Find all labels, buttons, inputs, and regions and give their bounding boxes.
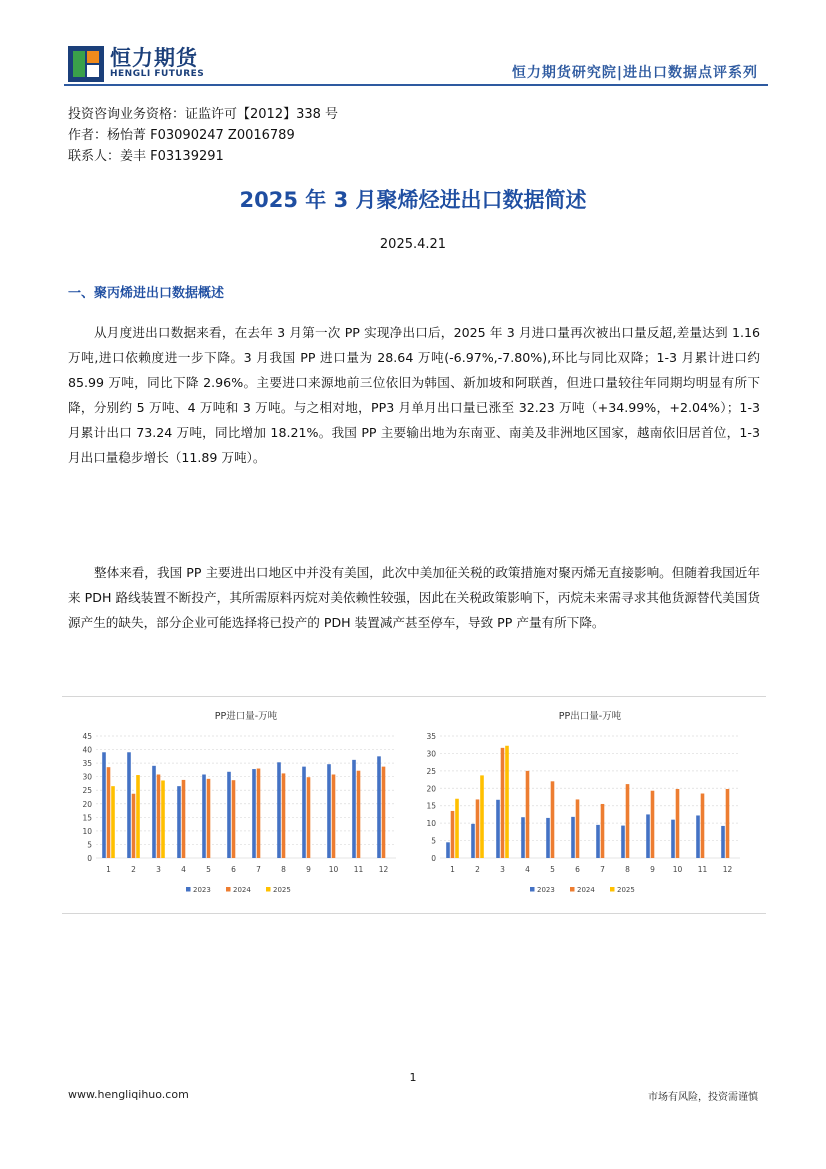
author-info	[68, 104, 338, 167]
bar-2023-10	[327, 764, 331, 858]
import-chart	[66, 700, 406, 910]
bar-2023-4	[521, 817, 525, 858]
bar-2023-12	[377, 756, 381, 858]
legend-swatch	[226, 887, 231, 892]
bar-2025-1	[111, 786, 115, 858]
bar-2023-10	[671, 820, 675, 858]
bar-2024-1	[107, 767, 111, 858]
x-tick-label: 1	[450, 865, 455, 874]
bar-2024-12	[726, 789, 730, 858]
bar-2025-3	[161, 780, 165, 858]
x-tick-label: 11	[697, 865, 708, 874]
x-tick-label: 4	[181, 865, 186, 874]
header-divider	[64, 84, 768, 86]
x-tick-label: 2	[131, 865, 136, 874]
bar-2025-2	[480, 775, 484, 858]
legend-swatch	[610, 887, 615, 892]
x-tick-label: 8	[625, 865, 630, 874]
bar-2025-3	[505, 746, 509, 858]
y-tick-label: 20	[82, 799, 92, 809]
legend-swatch	[530, 887, 535, 892]
legend-swatch	[266, 887, 271, 892]
company-logo	[68, 44, 218, 84]
legend-swatch	[570, 887, 575, 892]
legend-label: 2023	[537, 886, 555, 894]
footer-risk-notice: 市场有风险，投资需谨慎	[648, 1092, 758, 1103]
bar-2023-1	[102, 752, 106, 858]
x-tick-label: 5	[206, 865, 211, 874]
bar-2024-4	[526, 771, 530, 858]
bar-2023-9	[302, 767, 306, 858]
bar-2023-3	[496, 800, 500, 858]
bar-2024-1	[451, 811, 455, 858]
bar-2024-11	[701, 794, 705, 858]
x-tick-label: 11	[353, 865, 364, 874]
y-tick-label: 35	[82, 759, 92, 769]
bar-2023-7	[596, 825, 600, 858]
x-tick-label: 10	[672, 865, 683, 874]
import-chart-svg	[66, 700, 406, 910]
bar-2023-8	[621, 826, 625, 858]
bar-2024-9	[651, 791, 655, 858]
bar-2023-5	[202, 774, 206, 858]
y-tick-label: 10	[426, 819, 436, 829]
y-tick-label: 5	[87, 840, 92, 850]
bar-2023-12	[721, 826, 725, 858]
body-paragraph-1: 从月度进出口数据来看，在去年 3 月第一次 PP 实现净出口后，2025 年 3 月进口量再次被出口量反超,差量达到 1.16 万吨,进口依赖度进一步下降。3 月我国 PP 进口量为 28.64 万吨(-6.97%,-7.80%),环比与同比双降；1-3 月累计进口约 85.99 万吨，同比下降 2.96%。主要进口来源地前三位依旧为韩国、新加坡和阿联酋，但进口量较往年同期均明显有所下降，分别约 5 万吨、4 万吨和 3 万吨。与之相对地，PP3 月单月出口量已涨至 32.23 万吨（+34.99%，+2.04%）；1-3 月累计出口 73.24 万吨，同比增加 18.21%。我国 PP 主要输出地为东南亚、南美及非洲地区国家，越南依旧居首位，1-3 月出口量稳步增长（11.89 万吨）。	[68, 325, 760, 465]
document-title: 2025 年 3 月聚烯烃进出口数据简述	[239, 188, 587, 212]
y-tick-label: 40	[82, 745, 92, 755]
bar-2023-11	[352, 760, 356, 858]
bar-2024-12	[382, 767, 386, 858]
bar-2024-3	[501, 748, 505, 858]
y-tick-label: 45	[82, 732, 92, 741]
export-chart-svg	[410, 700, 750, 910]
x-tick-label: 7	[256, 865, 261, 874]
x-tick-label: 6	[231, 865, 236, 874]
bar-2024-10	[332, 774, 336, 858]
body-paragraph-2: 整体来看，我国 PP 主要进出口地区中并没有美国，此次中美加征关税的政策措施对聚丙烯无直接影响。但随着我国近年来 PDH 路线装置不断投产，其所需原料丙烷对美依赖性较强，因此在关税政策影响下，丙烷未来需寻求其他货源替代美国货源产生的缺失，部分企业可能选择将已投产的 PDH 装置减产甚至停车，导致 PP 产量有所下降。	[68, 565, 760, 630]
bar-2023-2	[127, 752, 131, 858]
contact-line: 联系人：姜丰 F03139291	[68, 149, 224, 164]
page-header	[0, 0, 826, 88]
legend-label: 2025	[273, 886, 291, 894]
x-tick-label: 3	[500, 865, 505, 874]
x-tick-label: 9	[650, 865, 655, 874]
y-tick-label: 30	[82, 772, 92, 782]
bar-2023-3	[152, 766, 156, 858]
x-tick-label: 2	[475, 865, 480, 874]
y-tick-label: 0	[431, 854, 436, 863]
x-tick-label: 8	[281, 865, 286, 874]
x-tick-label: 12	[378, 865, 389, 874]
logo-chinese-name: 恒力期货	[110, 46, 198, 70]
bar-2024-6	[232, 780, 236, 858]
y-tick-label: 35	[426, 732, 436, 741]
bar-2024-11	[357, 771, 361, 858]
bar-2024-6	[576, 799, 580, 858]
x-tick-label: 1	[106, 865, 111, 874]
bar-2023-2	[471, 824, 475, 858]
bar-2025-1	[455, 799, 459, 858]
export-chart	[410, 700, 750, 910]
chart-title: PP出口量-万吨	[558, 711, 622, 722]
logo-english-name: HENGLI FUTURES	[110, 69, 205, 79]
bar-2023-8	[277, 762, 281, 858]
bar-2024-5	[551, 781, 555, 858]
logo-mark-icon	[68, 46, 104, 82]
legend-swatch	[186, 887, 191, 892]
bar-2023-4	[177, 786, 181, 858]
legend-label: 2023	[193, 886, 211, 894]
legend-label: 2025	[617, 886, 635, 894]
bar-2024-9	[307, 777, 311, 858]
author-line: 作者：杨怡菁 F03090247 Z0016789	[68, 128, 295, 143]
footer-website-link[interactable]: www.hengliqihuo.com	[68, 1088, 189, 1101]
section-heading: 一、聚丙烯进出口数据概述	[68, 286, 225, 301]
x-tick-label: 9	[306, 865, 311, 874]
bar-2024-10	[676, 789, 680, 858]
y-tick-label: 10	[82, 826, 92, 836]
bar-2023-9	[646, 814, 650, 858]
report-series-title: 恒力期货研究院|进出口数据点评系列	[511, 65, 758, 81]
bar-2024-5	[207, 779, 211, 858]
chart-title: PP进口量-万吨	[214, 711, 278, 722]
document-date: 2025.4.21	[379, 237, 447, 252]
x-tick-label: 10	[328, 865, 339, 874]
y-tick-label: 5	[431, 836, 436, 846]
page-number: 1	[409, 1071, 417, 1084]
bar-2023-7	[252, 769, 256, 858]
bar-2023-6	[227, 772, 231, 858]
x-tick-label: 12	[722, 865, 733, 874]
license-line: 投资咨询业务资格：证监许可【2012】338 号	[68, 107, 339, 122]
bar-2023-6	[571, 817, 575, 858]
bar-2024-8	[626, 784, 630, 858]
bar-2025-2	[136, 775, 140, 858]
x-tick-label: 7	[600, 865, 605, 874]
bar-2024-4	[182, 780, 186, 858]
legend-label: 2024	[577, 886, 595, 894]
legend-label: 2024	[233, 886, 251, 894]
y-tick-label: 25	[426, 766, 436, 776]
bar-2024-3	[157, 774, 161, 858]
y-tick-label: 20	[426, 784, 436, 794]
y-tick-label: 15	[426, 801, 436, 811]
y-tick-label: 30	[426, 749, 436, 759]
bar-2024-2	[476, 799, 480, 858]
y-tick-label: 0	[87, 854, 92, 863]
x-tick-label: 6	[575, 865, 580, 874]
bar-2024-2	[132, 794, 136, 858]
bar-2023-5	[546, 818, 550, 858]
bar-2023-1	[446, 842, 450, 858]
bar-2024-7	[601, 804, 605, 858]
y-tick-label: 25	[82, 786, 92, 796]
bar-2024-7	[257, 769, 261, 858]
x-tick-label: 3	[156, 865, 161, 874]
bar-2023-11	[696, 815, 700, 858]
bar-2024-8	[282, 773, 286, 858]
x-tick-label: 4	[525, 865, 530, 874]
y-tick-label: 15	[82, 813, 92, 823]
x-tick-label: 5	[550, 865, 555, 874]
